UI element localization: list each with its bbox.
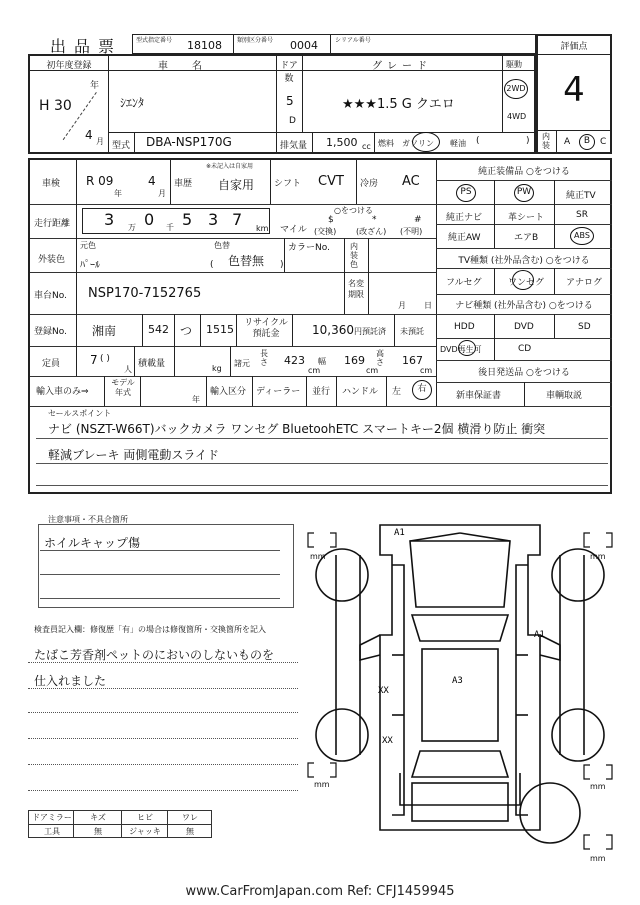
fuel-circle	[412, 132, 440, 152]
grade-label: グレード	[372, 61, 432, 72]
holder-label: 名変期限	[348, 279, 364, 299]
legend-v4: 無	[186, 827, 194, 836]
notes-section	[28, 510, 318, 750]
footer-watermark: www.CarFromJapan.com Ref: CFJ1459945	[185, 884, 455, 899]
equip-abs-circled: ABS	[570, 227, 594, 245]
equip-tv: 純正TV	[566, 191, 596, 201]
equip-leather: 革シート	[508, 213, 545, 223]
shaken-month: 4	[148, 174, 156, 188]
sheet-title: 出品票	[50, 37, 123, 56]
tv-oneseg-circle	[512, 270, 534, 290]
width-label: 幅	[318, 357, 326, 366]
navi-hdd: HDD	[454, 322, 475, 332]
mileage-d1: 3	[104, 210, 115, 229]
doors-suffix: D	[289, 116, 296, 126]
recycle-none: 未預託	[400, 327, 424, 336]
car-windshield	[412, 615, 508, 641]
tv-fullseg: フルセグ	[446, 278, 482, 288]
tv-oneseg: ワンセグ	[508, 278, 545, 288]
width-value: 169	[344, 354, 365, 367]
mileage-sen: 千	[166, 223, 174, 232]
legend-table	[28, 810, 212, 838]
navi-dvd: DVD	[514, 322, 534, 332]
car-right-side	[516, 565, 528, 815]
plate-serial: 1515	[206, 323, 234, 336]
equip-navi: 純正ナビ	[446, 213, 483, 223]
spare-wheel	[520, 783, 580, 843]
category-value: 0004	[290, 39, 318, 52]
mark-a1-front: A1	[394, 528, 405, 538]
dollar-sub: (交換)	[314, 227, 337, 236]
equip-airbag: エアB	[514, 233, 539, 243]
height-value: 167	[402, 354, 423, 367]
shift-label: シフト	[274, 179, 302, 189]
legend-v2: 無	[94, 827, 102, 836]
shaken-year-unit: 年	[114, 189, 122, 198]
use-value: 自家用	[218, 178, 255, 192]
shift-value: CVT	[318, 174, 344, 189]
ac-value: AC	[402, 174, 420, 189]
ext-color-label: 外装色	[38, 255, 66, 265]
first-reg-month: 4	[85, 128, 93, 142]
ac-label: 冷房	[360, 179, 379, 189]
capacity-value: 7	[90, 353, 98, 367]
recycle-label: リサイクル預託金	[244, 318, 288, 339]
drive-4wd: 4WD	[507, 112, 527, 121]
interior-c: C	[600, 137, 607, 147]
navi-cd: CD	[518, 344, 532, 354]
name-label: 車名	[158, 61, 226, 72]
load-label: 積載量	[138, 359, 166, 369]
model-label: 型式	[112, 141, 131, 151]
capacity-label: 定員	[42, 359, 61, 369]
defects-label: 注意事項・不具合箇所	[48, 515, 128, 524]
doors-label: ドア数	[280, 61, 298, 84]
width-cm: cm	[366, 366, 379, 375]
height-label: 高さ	[376, 349, 384, 367]
hash-mark: #	[414, 215, 422, 225]
chassis-value: NSP170-7152765	[88, 286, 202, 301]
tv-analog: アナログ	[566, 278, 603, 288]
car-trunk	[412, 783, 508, 821]
category-label: 類別区分番号	[237, 37, 274, 44]
holder-day: 日	[424, 301, 432, 310]
repaint-value: 色替無	[228, 254, 265, 268]
drive-label: 駆動	[506, 60, 522, 69]
category-box	[233, 34, 331, 54]
mark-a3: A3	[452, 676, 463, 686]
handle-label: ハンドル	[342, 387, 379, 397]
left-side-view	[336, 555, 360, 755]
car-rear-window	[412, 751, 508, 777]
interior-b-circled: B	[579, 134, 595, 150]
first-reg-month-unit: 月	[96, 137, 104, 146]
car-hood	[410, 541, 510, 607]
recycle-value: 10,360	[312, 323, 354, 337]
later-warranty: 新車保証書	[456, 391, 502, 401]
grade-value: ★★★1.5 G クエロ	[342, 97, 455, 112]
len-cm: cm	[308, 366, 321, 375]
equip-pw-circled: PW	[514, 184, 534, 202]
ext-color-value: ﾊﾟｰﾙ	[80, 260, 100, 271]
fuel-paren: (	[476, 136, 480, 146]
handle-left: 左	[392, 387, 402, 397]
mileage-d2: 0	[144, 210, 155, 229]
navi-dvd-play-circle	[458, 340, 476, 356]
model-value: DBA-NSP170G	[146, 135, 232, 149]
mm-label-rr: mm	[590, 782, 606, 791]
mm-label-rl: mm	[314, 780, 330, 789]
height-cm: cm	[420, 366, 433, 375]
int-color-label: 内装色	[350, 242, 358, 269]
mirror-left	[360, 635, 380, 660]
km-unit: km	[256, 224, 269, 233]
recycle-unit: 円預託済	[354, 327, 386, 336]
model-cert-value: 18108	[187, 39, 222, 52]
plate-num: 542	[148, 323, 169, 336]
legend-v1: 工具	[44, 827, 60, 836]
equip-sr: SR	[576, 210, 588, 220]
holder-month: 月	[398, 301, 406, 310]
inspector-line-2: 仕入れました	[34, 674, 107, 688]
car-name: ｼｴﾝﾀ	[120, 96, 145, 110]
car-block	[28, 54, 536, 154]
defect-line-1: ホイルキャップ傷	[44, 536, 141, 550]
equip-ps-circled: PS	[456, 184, 476, 202]
legend-h1: ドアミラー	[32, 813, 72, 822]
mileage-d3: 5	[182, 210, 193, 229]
circle-note: ○をつける	[334, 206, 373, 215]
shaken-label: 車検	[42, 179, 61, 189]
repaint-paren-close: )	[280, 260, 284, 270]
score-label: 評価点	[560, 42, 588, 52]
use-label: 車歴	[174, 179, 193, 189]
score-value: 4	[563, 70, 585, 110]
kg-unit: kg	[212, 364, 222, 373]
sales-label: セールスポイント	[48, 409, 112, 418]
chassis-label: 車台No.	[34, 291, 67, 301]
sales-line-1: ナビ (NSZT-W66T)バックカメラ ワンセグ BluetoohETC スマートキー2個 横滑り防止 衝突	[48, 422, 546, 436]
star-sub: (改ざん)	[356, 227, 387, 236]
tv-type-title: TV種類 (社外品含む) ○をつける	[458, 256, 590, 266]
inspector-label: 検査員記入欄：修復歴「有」の場合は修復箇所・交換箇所を記入	[34, 625, 266, 634]
displacement-value: 1,500	[326, 136, 358, 149]
car-left-side	[392, 565, 404, 815]
legend-v3: ジャッキ	[129, 827, 161, 836]
mile-label: マイル	[280, 225, 307, 235]
dollar-mark: $	[328, 215, 334, 225]
navi-type-title: ナビ種類 (社外品含む) ○をつける	[455, 301, 593, 311]
interior-a: A	[564, 137, 571, 147]
interior-label: 内装	[542, 132, 550, 150]
first-reg-year-unit: 年	[90, 81, 100, 91]
inspector-line-1: たばこ芳香剤ペットのにおいのしないものを	[34, 648, 275, 662]
fuel-label: 燃料	[378, 139, 394, 148]
mark-xx-1: XX	[378, 686, 389, 696]
dims-label: 諸元	[234, 359, 250, 368]
mm-label-fl: mm	[310, 552, 326, 561]
displacement-label: 排気量	[280, 141, 308, 151]
orig-color-label: 元色	[80, 241, 96, 250]
import-dealer: ディーラー	[256, 387, 301, 397]
model-cert-box	[132, 34, 234, 54]
mm-label-spare: mm	[590, 854, 606, 863]
first-reg-era: H 30	[39, 98, 72, 114]
use-note: ※未記入は自家用	[206, 163, 254, 170]
car-roof	[422, 649, 498, 741]
hash-sub: (不明)	[400, 227, 423, 236]
std-equipment-title: 純正装備品 ○をつける	[478, 167, 570, 177]
serial-label: シリアル番号	[335, 37, 371, 44]
right-side-view	[560, 555, 584, 755]
mileage-d5: 7	[232, 210, 243, 229]
inspection-block	[28, 158, 612, 494]
legend-h3: ヒビ	[137, 813, 153, 822]
plate-kana: つ	[180, 324, 193, 338]
fuel-gasoline: ガソリン	[402, 139, 434, 148]
mm-label-fr: mm	[590, 552, 606, 561]
repaint-label: 色替	[214, 241, 230, 250]
len-label: 長さ	[260, 349, 268, 367]
repaint-paren-open: (	[210, 260, 214, 270]
mileage-label: 走行距離	[34, 219, 71, 229]
handle-right-circled: 右	[412, 380, 432, 400]
later-title: 後日発送品 ○をつける	[478, 368, 570, 378]
doors-value: 5	[286, 94, 294, 108]
legend-h2: キズ	[90, 813, 106, 822]
shaken-era: R 09	[86, 174, 114, 188]
mark-a1-side: A1	[534, 630, 545, 640]
plate-area: 湘南	[92, 324, 117, 338]
car-diagram	[300, 515, 620, 865]
navi-sd: SD	[578, 322, 591, 332]
mark-xx-2: XX	[382, 736, 393, 746]
capacity-paren: ( )	[100, 354, 110, 364]
shaken-month-unit: 月	[158, 189, 166, 198]
import-label: 輸入車のみ⇒	[36, 387, 89, 397]
cc-unit: cc	[362, 142, 371, 151]
person-unit: 人	[124, 365, 132, 374]
drive-2wd-circled: 2WD	[504, 79, 528, 99]
score-box	[536, 34, 612, 154]
fuel-diesel: 軽油	[450, 139, 466, 148]
model-year-unit: 年	[192, 395, 200, 404]
serial-box	[330, 34, 536, 54]
import-type-label: 輸入区分	[210, 387, 247, 397]
later-manual: 車輌取説	[546, 391, 583, 401]
model-cert-label: 型式指定番号	[136, 37, 173, 44]
navi-dvd-play: DVD再生可	[440, 345, 482, 354]
mileage-d4: 3	[208, 210, 219, 229]
model-year-label: モデル年式	[111, 378, 135, 397]
plate-label: 登録No.	[34, 327, 67, 337]
import-parallel: 並行	[312, 387, 331, 397]
first-reg-label: 初年度登録	[46, 61, 92, 71]
fuel-paren-close: )	[526, 136, 530, 146]
mileage-man: 万	[128, 223, 136, 232]
length-value: 423	[284, 354, 305, 367]
sales-line-2: 軽減ブレーキ 両側電動スライド	[48, 448, 219, 462]
legend-h4: ワレ	[182, 813, 198, 822]
equip-aw: 純正AW	[448, 233, 481, 243]
star-mark: *	[372, 215, 377, 225]
color-no-label: カラーNo.	[288, 243, 330, 253]
